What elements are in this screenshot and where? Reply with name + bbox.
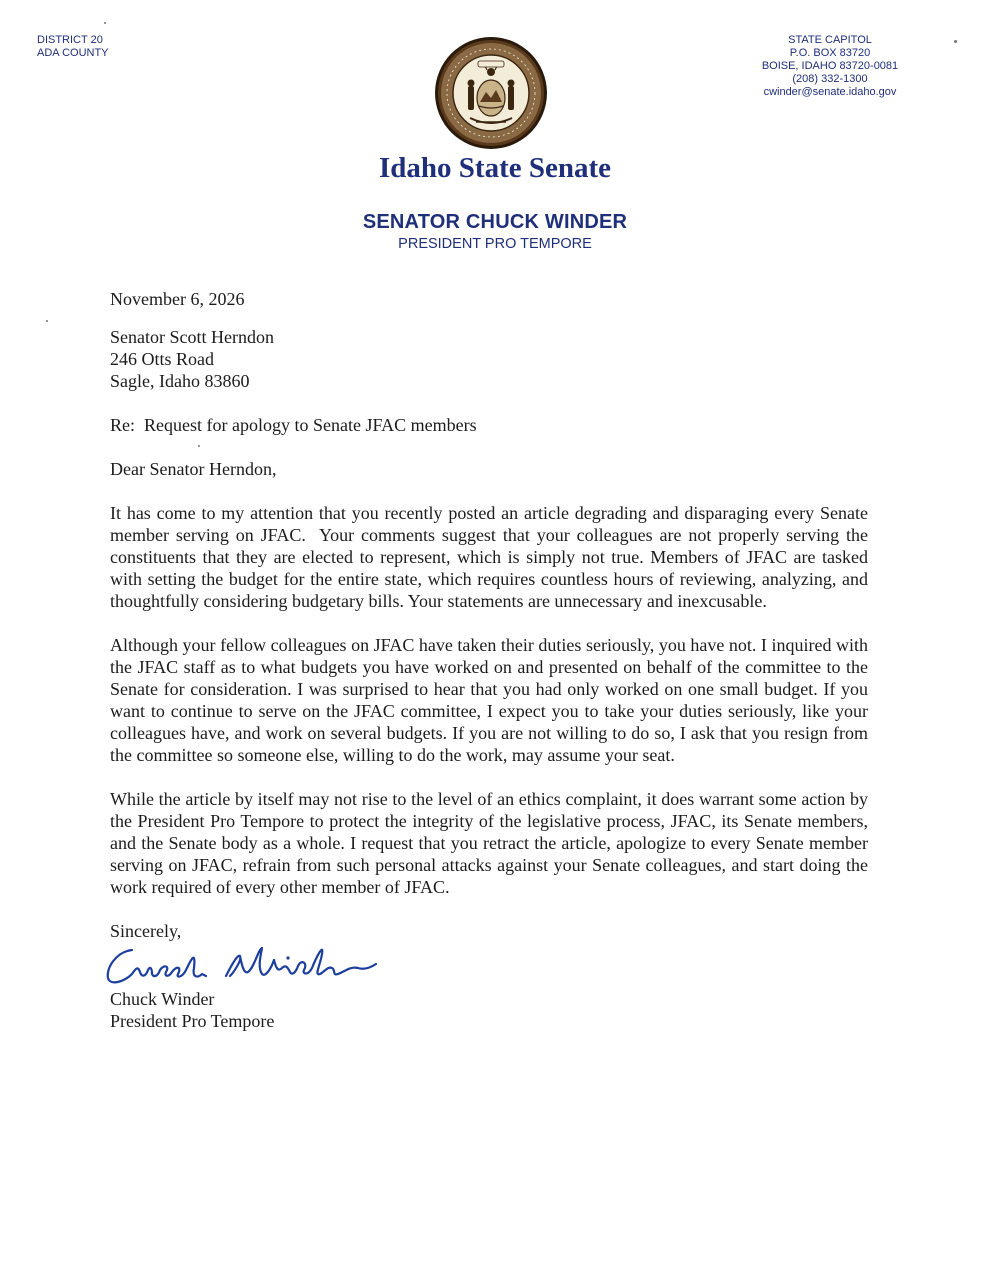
letter-closing: Sincerely, bbox=[110, 921, 182, 941]
senator-title: PRESIDENT PRO TEMPORE bbox=[398, 236, 592, 252]
contact-building: STATE CAPITOL bbox=[788, 34, 872, 46]
senate-title: Idaho State Senate bbox=[378, 152, 611, 184]
recipient-city: Sagle, Idaho 83860 bbox=[110, 371, 250, 391]
scan-speck bbox=[954, 40, 957, 43]
letter-salutation: Dear Senator Herndon, bbox=[110, 459, 277, 479]
scan-speck bbox=[198, 445, 200, 447]
senator-name: SENATOR CHUCK WINDER bbox=[362, 211, 628, 233]
idaho-state-seal-icon bbox=[434, 36, 548, 150]
body-paragraph: Although your fellow colleagues on JFAC have taken their duties seriously, you have not. I inquired with the JFAC staff as to what budgets you have worked on and presented on behalf of the committee to the Senate for consideration. I was surprised to hear that you had only worked on one small budget. If you want to continue to serve on the JFAC committee, I expect you to take your duties seriously, like your colleagues have, and work on several budgets. If you are not willing to do so, I ask that you resign from the committee so someone else, willing to do the work, may assume your seat. bbox=[110, 635, 868, 765]
recipient-name: Senator Scott Herndon bbox=[110, 327, 274, 347]
recipient-address bbox=[110, 326, 868, 392]
contact-po-box: P.O. BOX 83720 bbox=[789, 47, 871, 59]
contact-email: cwinder@senate.idaho.gov bbox=[763, 86, 897, 98]
body-paragraph: It has come to my attention that you recently posted an article degrading and disparaging every Senate member serving on JFAC. Your comments suggest that your colleagues are not properly serving the constituents that they are elected to represent, which is simply not true. Members of JFAC are tasked with setting the budget for the entire state, which requires countless hours of reviewing, analyzing, and thoughtfully considering budgetary bills. Your statements are unnecessary and inexcusable. bbox=[110, 503, 873, 611]
letter-date: November 6, 2026 bbox=[110, 289, 245, 309]
contact-phone: (208) 332-1300 bbox=[792, 73, 868, 85]
district-line: DISTRICT 20 bbox=[37, 34, 103, 46]
letter-subject: Re: Request for apology to Senate JFAC members bbox=[110, 415, 477, 435]
signer-title: President Pro Tempore bbox=[110, 1011, 275, 1031]
signer-name: Chuck Winder bbox=[110, 989, 215, 1009]
contact-city: BOISE, IDAHO 83720-0081 bbox=[761, 60, 899, 72]
county-line: ADA COUNTY bbox=[37, 47, 109, 59]
letterhead-contact bbox=[720, 34, 940, 99]
letter-body bbox=[110, 288, 873, 1032]
handwritten-signature bbox=[102, 938, 402, 990]
body-paragraph: While the article by itself may not rise to the level of an ethics complaint, it does warrant some action by the President Pro Tempore to protect the integrity of the legislative process, JFAC, its Senate members, and the Senate body as a whole. I request that you retract the article, apologize to every Senate member serving on JFAC, refrain from such personal attacks against your Senate colleagues, and start doing the work required of every other member of JFAC. bbox=[110, 789, 868, 897]
scan-speck bbox=[104, 22, 106, 24]
recipient-street: 246 Otts Road bbox=[110, 349, 215, 369]
letterhead-district bbox=[37, 34, 109, 60]
scan-speck bbox=[46, 320, 48, 322]
